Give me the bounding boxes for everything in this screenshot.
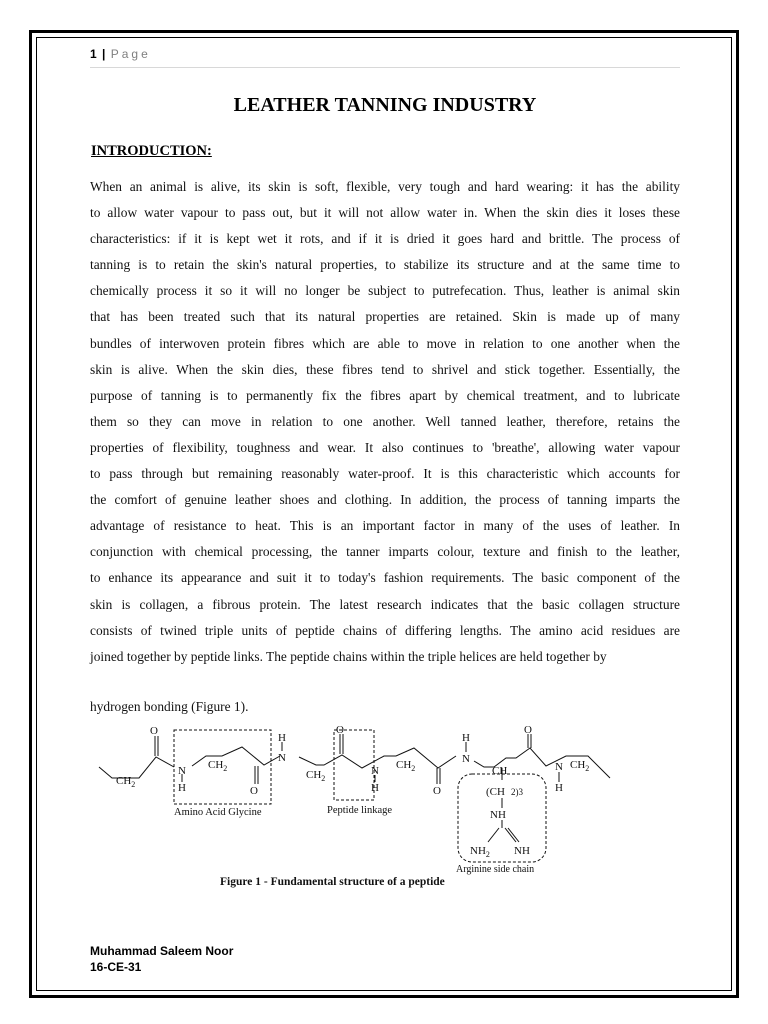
backbone-bond — [99, 757, 174, 778]
svg-text:H: H — [462, 732, 470, 744]
page-number: 1 — [90, 47, 97, 61]
svg-text:NH: NH — [490, 809, 506, 821]
paragraph-line: skin is collagen, a fibrous protein. The latest research indicates that the basic collagen structure — [90, 596, 680, 612]
svg-text:NH: NH — [514, 845, 530, 857]
page-footer — [90, 943, 233, 975]
svg-text:2)3: 2)3 — [511, 787, 523, 797]
svg-text:O: O — [524, 724, 532, 736]
svg-text:O: O — [150, 725, 158, 737]
svg-text:CH2: $CH_2$ — [570, 759, 590, 773]
document-title: LEATHER TANNING INDUSTRY — [233, 94, 537, 116]
paragraph-line: tanning is to retain the skin's natural properties, to stabilize its structure and at the same time to — [90, 257, 680, 273]
figure-caption: Figure 1 - Fundamental structure of a peptide — [220, 876, 445, 888]
svg-text:N: N — [278, 752, 286, 764]
paragraph-line: properties of flexibility, toughness and wear. It also continues to 'breathe', allowing water vapour — [90, 439, 680, 455]
backbone-bond — [192, 747, 280, 766]
body-paragraph — [90, 174, 680, 670]
peptide-linkage-label: Peptide linkage — [327, 805, 393, 816]
svg-text:O: O — [433, 785, 441, 797]
page-word: Page — [110, 47, 151, 61]
paragraph-line: consists of twined triple units of peptide chains of differing lengths. The amino acid residues are — [90, 622, 680, 638]
paragraph-line: to enhance its appearance and suit it to today's fashion requirements. The basic component of the — [90, 570, 680, 586]
paragraph-line: When an animal is alive, its skin is soft, flexible, very tough and hard wearing: it has the ability — [90, 179, 680, 194]
svg-text:H: H — [278, 732, 286, 744]
svg-text:O: O — [336, 724, 344, 736]
paragraph-line: that has been treated such that its natural properties are retained. Skin is made up of many — [90, 309, 680, 325]
svg-text:N: N — [371, 765, 379, 777]
paragraph-line: advantage of resistance to heat. This is an important factor in many of the uses of leather. In — [90, 518, 680, 534]
page-header — [90, 47, 680, 68]
peptide-structure-diagram — [94, 720, 624, 895]
svg-text:O: O — [250, 785, 258, 797]
svg-text:CH: CH — [492, 765, 508, 777]
svg-text:N: N — [555, 761, 563, 773]
svg-text:CH2: $CH_2$ — [208, 759, 228, 773]
paragraph-line: purpose of tanning is to permanently fix the fibres apart by chemical treatment, and to lubricate — [90, 387, 680, 403]
svg-text:NH2: $NH_2$ — [470, 845, 490, 859]
glycine-label: Amino Acid Glycine — [174, 807, 262, 818]
peptide-figure — [94, 720, 624, 895]
svg-text:H: H — [178, 782, 186, 794]
svg-text:H: H — [555, 782, 563, 794]
svg-text:CH2: $CH_2$ — [306, 769, 326, 783]
svg-text:CH2: $CH_2$ — [396, 759, 416, 773]
paragraph-line: conjunction with chemical processing, the tanner imparts colour, texture and finish to the leather, — [90, 544, 680, 560]
paragraph-line: chemically process it so it will no longer be subject to putrefecation. Thus, leather is animal skin — [90, 283, 680, 299]
paragraph-line: them so they can move in relation to one another. Well tanned leather, therefore, retains the — [90, 413, 680, 429]
svg-text:N: N — [178, 765, 186, 777]
body-paragraph-tail: hydrogen bonding (Figure 1). — [90, 699, 249, 714]
section-heading: INTRODUCTION: — [91, 143, 212, 159]
paragraph-line: the comfort of genuine leather shoes and clothing. In addition, the process of tanning imparts the — [90, 492, 680, 508]
paragraph-line: skin is alive. When the skin dies, these fibres tend to shrivel and stick together. Essentially, the — [90, 361, 680, 377]
author-name: Muhammad Saleem Noor — [90, 944, 234, 958]
paragraph-line: to pass through but remaining reasonably water-proof. It is this characteristic which accounts for — [90, 466, 680, 482]
svg-text:(CH: (CH — [486, 786, 505, 798]
paragraph-line: joined together by peptide links. The peptide chains within the triple helices are held together by — [90, 648, 607, 664]
arginine-label: Arginine side chain — [456, 864, 535, 875]
svg-text:H: H — [371, 782, 379, 794]
author-id: 16-CE-31 — [90, 960, 142, 974]
paragraph-line: bundles of interwoven protein fibres which are able to move in relation to one another when the — [90, 335, 680, 351]
paragraph-line: characteristics: if it is kept wet it rots, and if it is dried it goes hard and brittle. The process of — [90, 231, 680, 247]
svg-text:CH2: $CH_2$ — [116, 775, 136, 789]
paragraph-line: to allow water vapour to pass out, but it will not allow water in. When the skin dies it loses these — [90, 205, 680, 221]
page-separator: | — [102, 47, 106, 61]
svg-text:N: N — [462, 753, 470, 765]
